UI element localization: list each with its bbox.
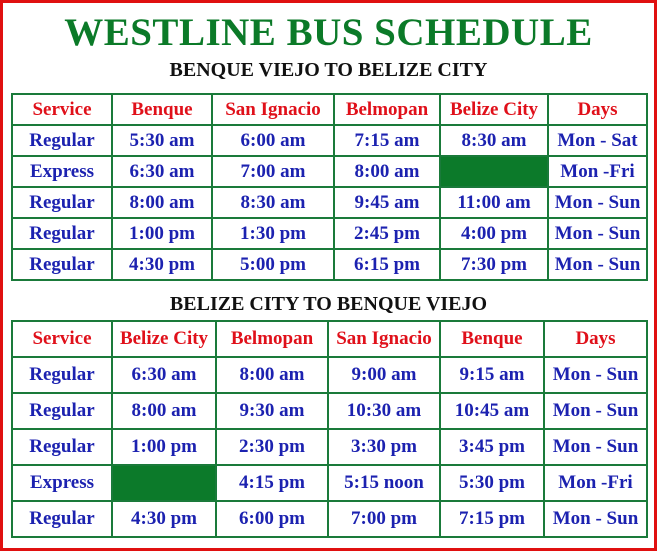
days-cell: Mon -Fri	[548, 156, 647, 187]
column-header: Belmopan	[216, 321, 328, 357]
time-cell: 8:30 am	[440, 125, 548, 156]
table-header-row	[12, 321, 647, 357]
service-cell: Express	[12, 156, 112, 187]
time-cell: 8:30 am	[212, 187, 334, 218]
time-cell: 4:00 pm	[440, 218, 548, 249]
service-cell: Regular	[12, 187, 112, 218]
time-cell: 3:45 pm	[440, 429, 544, 465]
service-cell: Regular	[12, 429, 112, 465]
service-cell: Regular	[12, 501, 112, 537]
time-cell: 4:30 pm	[112, 501, 216, 537]
days-cell: Mon - Sun	[548, 249, 647, 280]
time-cell: 4:15 pm	[216, 465, 328, 501]
column-header: Service	[12, 321, 112, 357]
time-cell: 7:15 am	[334, 125, 440, 156]
table-row	[12, 249, 647, 280]
time-cell: 4:30 pm	[112, 249, 212, 280]
time-cell: 6:00 pm	[216, 501, 328, 537]
column-header: Days	[548, 94, 647, 125]
column-header: Belize City	[112, 321, 216, 357]
column-header: Days	[544, 321, 647, 357]
time-cell: 5:00 pm	[212, 249, 334, 280]
time-cell: 9:00 am	[328, 357, 440, 393]
time-cell: 7:30 pm	[440, 249, 548, 280]
table-row	[12, 465, 647, 501]
time-cell: 6:30 am	[112, 357, 216, 393]
table-row	[12, 429, 647, 465]
time-cell: 8:00 am	[334, 156, 440, 187]
days-cell: Mon - Sun	[544, 393, 647, 429]
table-row	[12, 218, 647, 249]
time-cell: 7:00 pm	[328, 501, 440, 537]
table-row	[12, 357, 647, 393]
service-cell: Regular	[12, 218, 112, 249]
table-row	[12, 501, 647, 537]
days-cell: Mon -Fri	[544, 465, 647, 501]
time-cell: 6:15 pm	[334, 249, 440, 280]
time-cell: 2:30 pm	[216, 429, 328, 465]
time-cell: 7:15 pm	[440, 501, 544, 537]
service-cell: Regular	[12, 125, 112, 156]
time-cell: 8:00 am	[216, 357, 328, 393]
service-cell: Regular	[12, 393, 112, 429]
schedule-table-benque-to-belize	[11, 93, 648, 281]
route-heading-westbound-to-belize: BENQUE VIEJO TO BELIZE CITY	[169, 59, 488, 81]
table-row	[12, 156, 647, 187]
service-cell: Regular	[12, 357, 112, 393]
table-header-row	[12, 94, 647, 125]
days-cell: Mon - Sun	[548, 218, 647, 249]
table-row	[12, 187, 647, 218]
days-cell: Mon - Sun	[544, 501, 647, 537]
page-title: WESTLINE BUS SCHEDULE	[64, 11, 593, 54]
column-header: Benque	[112, 94, 212, 125]
time-cell: 9:30 am	[216, 393, 328, 429]
days-cell: Mon - Sat	[548, 125, 647, 156]
days-cell: Mon - Sun	[548, 187, 647, 218]
schedule-table-belize-to-benque	[11, 320, 648, 538]
column-header: San Ignacio	[328, 321, 440, 357]
column-header: Service	[12, 94, 112, 125]
column-header: San Ignacio	[212, 94, 334, 125]
time-cell: 5:15 noon	[328, 465, 440, 501]
column-header: Belmopan	[334, 94, 440, 125]
time-cell: 6:30 am	[112, 156, 212, 187]
time-cell: 10:30 am	[328, 393, 440, 429]
table-row	[12, 393, 647, 429]
time-cell: 5:30 pm	[440, 465, 544, 501]
time-cell: 1:30 pm	[212, 218, 334, 249]
time-cell: 3:30 pm	[328, 429, 440, 465]
column-header: Benque	[440, 321, 544, 357]
time-cell: 2:45 pm	[334, 218, 440, 249]
no-stop-cell	[112, 465, 216, 501]
time-cell: 8:00 am	[112, 393, 216, 429]
route-heading-eastbound-to-benque: BELIZE CITY TO BENQUE VIEJO	[169, 293, 488, 315]
time-cell: 11:00 am	[440, 187, 548, 218]
table-row	[12, 125, 647, 156]
no-stop-cell	[440, 156, 548, 187]
time-cell: 9:15 am	[440, 357, 544, 393]
days-cell: Mon - Sun	[544, 357, 647, 393]
time-cell: 9:45 am	[334, 187, 440, 218]
time-cell: 10:45 am	[440, 393, 544, 429]
time-cell: 5:30 am	[112, 125, 212, 156]
service-cell: Regular	[12, 249, 112, 280]
days-cell: Mon - Sun	[544, 429, 647, 465]
time-cell: 1:00 pm	[112, 429, 216, 465]
time-cell: 1:00 pm	[112, 218, 212, 249]
column-header: Belize City	[440, 94, 548, 125]
time-cell: 7:00 am	[212, 156, 334, 187]
time-cell: 8:00 am	[112, 187, 212, 218]
service-cell: Express	[12, 465, 112, 501]
time-cell: 6:00 am	[212, 125, 334, 156]
